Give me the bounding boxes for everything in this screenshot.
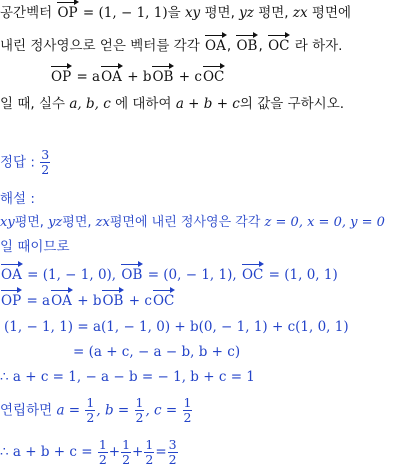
- math: z = 0, x = 0, y = 0: [264, 215, 385, 230]
- denominator: 2: [145, 452, 154, 467]
- fraction: [98, 438, 108, 467]
- vector-oc: OC: [241, 267, 264, 283]
- answer-fraction: [40, 148, 50, 177]
- text: = (1, − 1, 1)을: [82, 5, 181, 21]
- numerator: 3: [41, 147, 50, 162]
- solution-line-6: = (a + c, − a − b, b + c): [73, 344, 241, 360]
- denominator: 2: [183, 410, 192, 425]
- text: + b: [77, 293, 102, 309]
- vector-oc: OC: [202, 69, 225, 85]
- text: 공간벡터: [0, 5, 53, 21]
- vector-oa: OA: [51, 293, 72, 309]
- text: 평면,: [14, 215, 44, 230]
- vector-ob: OB: [121, 267, 143, 283]
- denominator: 2: [168, 452, 177, 467]
- math: zx: [292, 5, 308, 21]
- fraction: [85, 396, 95, 425]
- numerator: 1: [183, 395, 192, 410]
- text: 일 때, 실수: [0, 96, 66, 112]
- problem-line-2: [0, 37, 342, 55]
- numerator: 1: [135, 395, 144, 410]
- denominator: 2: [86, 410, 95, 425]
- text: 에 대하여: [115, 96, 172, 112]
- text: 의 값을 구하시오.: [239, 96, 345, 112]
- problem-line-4: [0, 95, 344, 113]
- plus: +: [132, 444, 144, 460]
- numerator: 1: [122, 437, 131, 452]
- text: 평면에 내린 정사영은 각각: [109, 215, 261, 230]
- fraction: [183, 396, 193, 425]
- text: 평면,: [258, 5, 289, 21]
- answer-label: 정답 :: [0, 154, 35, 171]
- solution-line-4: [0, 292, 175, 310]
- plus: +: [108, 444, 121, 460]
- vector-op: OP: [51, 69, 72, 85]
- text: = (0, − 1, 1),: [147, 267, 237, 283]
- text: = a: [26, 293, 51, 309]
- math: xy: [184, 5, 201, 21]
- denominator: 2: [41, 162, 50, 177]
- denominator: 2: [135, 410, 144, 425]
- problem-equation: [50, 68, 225, 86]
- denominator: 2: [122, 452, 131, 467]
- text: + c: [178, 69, 202, 85]
- solution-line-3: [0, 266, 338, 284]
- math: zx: [95, 215, 110, 230]
- vector-oc: OC: [152, 293, 175, 309]
- math: a + b + c: [175, 96, 240, 112]
- comma: ,: [258, 38, 263, 54]
- vector-oa: OA: [1, 267, 22, 283]
- math: a, b, c: [69, 96, 111, 112]
- solution-line-5: (1, − 1, 1) = a(1, − 1, 0) + b(0, − 1, 1) + c(1, 0, 1): [4, 319, 349, 335]
- vector-oc: OC: [268, 38, 290, 54]
- vector-op: OP: [57, 5, 78, 21]
- text: + c: [128, 293, 152, 309]
- text: = a: [76, 69, 101, 85]
- numerator: 1: [145, 437, 154, 452]
- vector-ob: OB: [102, 293, 124, 309]
- math: , b =: [96, 402, 130, 419]
- solution-line-1: [0, 214, 385, 232]
- solution-label: 해설 :: [0, 191, 35, 207]
- text: 평면,: [204, 5, 235, 21]
- math: yz: [48, 215, 63, 230]
- text: 평면에: [311, 5, 352, 21]
- problem-line-1: [0, 4, 351, 22]
- text: = (1, − 1, 0),: [27, 267, 117, 283]
- text: = (1, 0, 1): [268, 267, 338, 283]
- vector-ob: OB: [152, 69, 174, 85]
- numerator: 1: [98, 437, 107, 452]
- comma: ,: [226, 38, 232, 54]
- vector-oa: OA: [205, 38, 226, 54]
- math: a =: [56, 402, 81, 419]
- fraction: [144, 438, 154, 467]
- solution-line-9: [0, 438, 179, 467]
- answer-line: [0, 148, 51, 177]
- equals: =: [155, 444, 167, 460]
- vector-oa: OA: [101, 69, 122, 85]
- math: xy: [0, 215, 15, 230]
- solution-line-2: 일 때이므로: [0, 239, 70, 255]
- math: yz: [239, 5, 254, 21]
- fraction: [135, 396, 145, 425]
- text: + b: [127, 69, 152, 85]
- text: 평면,: [62, 215, 92, 230]
- vector-op: OP: [1, 293, 22, 309]
- vector-ob: OB: [236, 38, 258, 54]
- text: 연립하면: [0, 402, 53, 419]
- math: , c =: [145, 402, 178, 419]
- fraction: [168, 438, 178, 467]
- solution-line-8: [0, 396, 193, 425]
- text: 내린 정사영으로 얻은 벡터를 각각: [0, 38, 200, 54]
- solution-line-7: ∴ a + c = 1, − a − b = − 1, b + c = 1: [0, 369, 255, 385]
- denominator: 2: [98, 452, 107, 467]
- text: 라 하자.: [294, 38, 343, 54]
- fraction: [121, 438, 131, 467]
- numerator: 1: [86, 395, 95, 410]
- numerator: 3: [168, 437, 177, 452]
- text: ∴ a + b + c =: [0, 444, 93, 460]
